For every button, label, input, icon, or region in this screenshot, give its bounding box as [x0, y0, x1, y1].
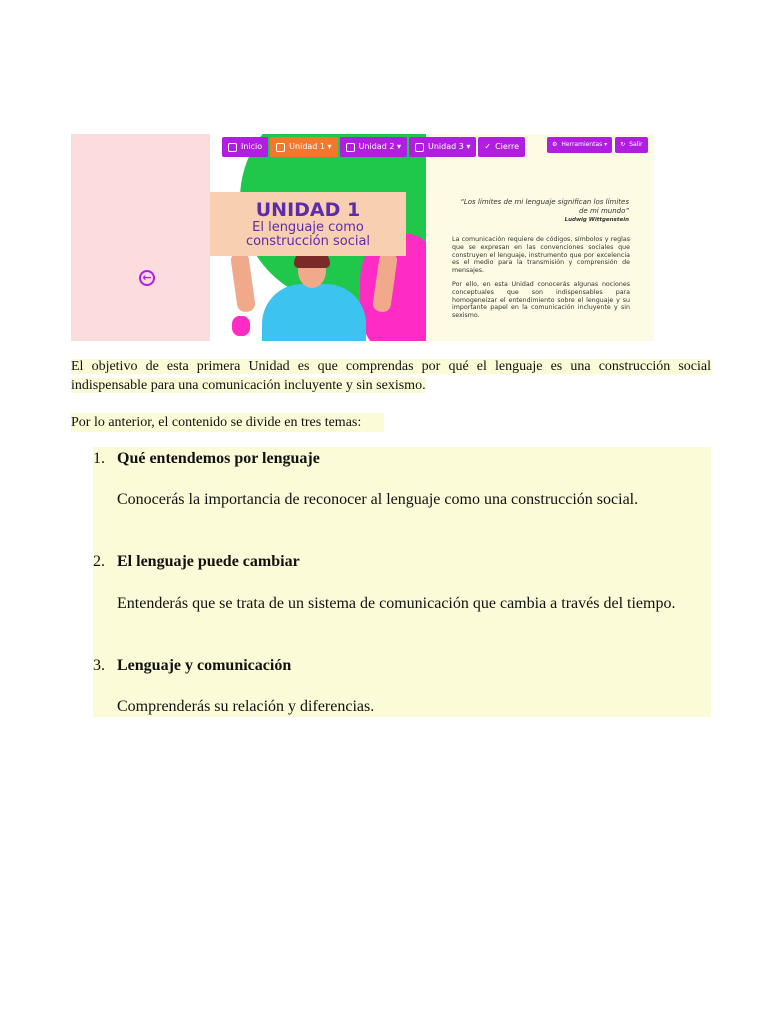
unit-sign-line1: El lenguaje como: [252, 220, 364, 235]
unit-sign: [210, 192, 406, 256]
topic-1-description: Conocerás la importancia de reconocer al lenguaje como una construcción social.: [117, 491, 639, 508]
pink-shape-small: [232, 316, 250, 336]
objective-paragraph: [71, 357, 711, 395]
intro-paragraph-1: La comunicación requiere de códigos, símbolos y reglas que se expresan en las convenciones sociales que construyen el lenguaje, instrumento que por excelencia es el medio para la transmisión y comprensión de mensajes.: [452, 236, 630, 275]
quote-block: [451, 198, 629, 225]
nav-inicio-label: Inicio: [241, 142, 263, 151]
course-navbar-right: [547, 137, 648, 153]
book-icon: [415, 143, 424, 152]
nav-inicio-button[interactable]: [222, 137, 268, 157]
topic-1-number: 1.: [93, 450, 105, 467]
unit-sign-title: UNIDAD 1: [255, 199, 361, 221]
course-navbar: [222, 137, 525, 157]
person-body: [262, 284, 366, 341]
topic-3-number: 3.: [93, 657, 105, 674]
check-icon: ✓: [484, 142, 492, 151]
book-icon: [346, 143, 355, 152]
topic-3-description: Comprenderás su relación y diferencias.: [117, 698, 375, 715]
intro-text: [452, 236, 630, 326]
back-arrow-icon[interactable]: ←: [139, 270, 155, 286]
exit-icon: ↻: [620, 141, 626, 148]
nav-herramientas-label: Herramientas ▾: [561, 141, 608, 148]
topic-2-description: Entenderás que se trata de un sistema de comunicación que cambia a través del tiempo.: [117, 595, 676, 612]
quote-text: “Los límites de mi lenguaje significan los límites de mi mundo”: [460, 198, 629, 215]
nav-cierre-button[interactable]: [478, 137, 525, 157]
nav-herramientas-button[interactable]: [547, 137, 612, 153]
nav-salir-label: Salir: [629, 141, 643, 148]
nav-unidad3-button[interactable]: [409, 137, 476, 157]
nav-unidad1-label: Unidad 1 ▾: [289, 142, 332, 151]
objective-text: El objetivo de esta primera Unidad es que comprendas por qué el lenguaje es una construcción social indispensable para una comunicación incluyente y sin sexismo.: [71, 359, 711, 393]
quote-author: Ludwig Wittgenstein: [564, 217, 629, 223]
topic-2-number: 2.: [93, 553, 105, 570]
person-arm-left: [230, 251, 256, 313]
topic-1-title: Qué entendemos por lenguaje: [117, 450, 320, 467]
intro-paragraph-2: Por ello, en esta Unidad conocerás algunas nociones conceptuales que son indispensables para homogeneizar el entendimiento sobre el lenguaje y su importante papel en la comunicación incluyente y sin sexismo.: [452, 280, 630, 320]
book-icon: [276, 143, 285, 152]
nav-unidad1-button[interactable]: [270, 137, 337, 157]
nav-salir-button[interactable]: [615, 137, 647, 153]
nav-unidad2-button[interactable]: [340, 137, 407, 157]
home-icon: [228, 143, 237, 152]
nav-unidad3-label: Unidad 3 ▾: [427, 142, 471, 151]
unit-illustration: [210, 134, 426, 341]
tools-icon: ⚙: [552, 141, 558, 148]
topic-2-title: El lenguaje puede cambiar: [117, 553, 300, 570]
nav-unidad2-label: Unidad 2 ▾: [358, 142, 401, 151]
unit-sign-line2: construcción social: [245, 234, 371, 249]
left-panel: [71, 134, 210, 341]
course-banner-image: [71, 134, 654, 341]
nav-cierre-label: Cierre: [495, 142, 520, 151]
topics-intro-paragraph: Por lo anterior, el contenido se divide en tres temas:: [71, 413, 384, 432]
topic-3-title: Lenguaje y comunicación: [117, 657, 292, 674]
